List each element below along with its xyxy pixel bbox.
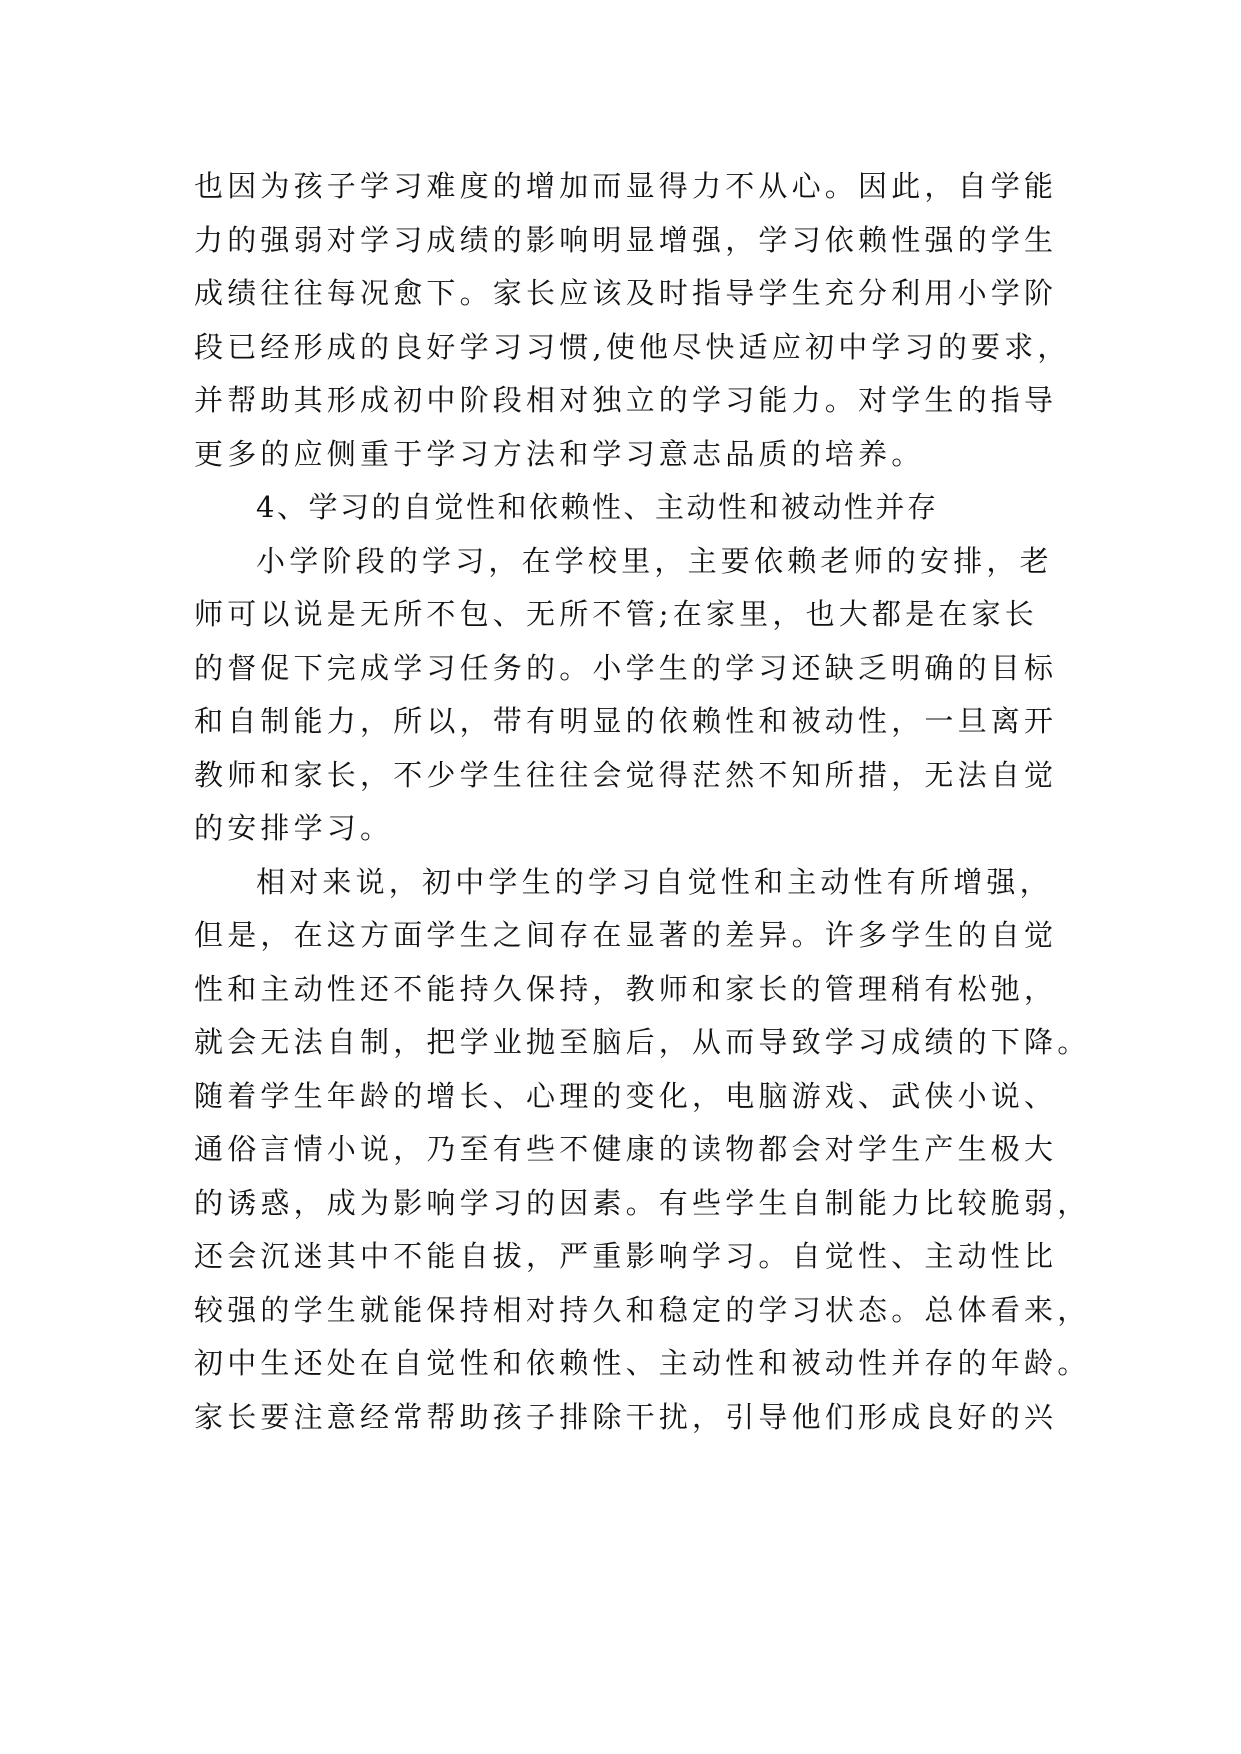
text-line: 更多的应侧重于学习方法和学习意志品质的培养。 [194, 436, 925, 471]
text-line: 性和主动性还不能持久保持，教师和家长的管理稍有松弛， [194, 971, 1058, 1006]
text-line: 随着学生年龄的增长、心理的变化，电脑游戏、武侠小说、 [194, 1078, 1058, 1113]
paragraph-3 [194, 856, 1091, 1445]
document-body [194, 160, 1091, 1444]
text-line: 的诱惑，成为影响学习的因素。有些学生自制能力比较脆弱， [194, 1185, 1091, 1220]
text-line: 还会沉迷其中不能自拔，严重影响学习。自觉性、主动性比 [194, 1239, 1058, 1273]
text-line: 教师和家长，不少学生往往会觉得茫然不知所措，无法自觉 [194, 757, 1058, 792]
text-line: 并帮助其形成初中阶段相对独立的学习能力。对学生的指导 [194, 383, 1058, 417]
text-line: 师可以说是无所不包、无所不管;在家里，也大都是在家长 [194, 597, 1038, 631]
text-line: 相对来说，初中学生的学习自觉性和主动性有所增强， [256, 864, 1053, 899]
text-line: 的督促下完成学习任务的。小学生的学习还缺乏明确的目标 [194, 650, 1058, 685]
text-line: 段已经形成的良好学习习惯,使他尽快适应初中学习的要求， [194, 329, 1071, 364]
paragraph-2 [194, 535, 1058, 856]
text-line: 初中生还处在自觉性和依赖性、主动性和被动性并存的年龄。 [194, 1346, 1091, 1380]
text-line: 就会无法自制，把学业抛至脑后，从而导致学习成绩的下降。 [194, 1025, 1091, 1059]
text-line: 也因为孩子学习难度的增加而显得力不从心。因此，自学能 [194, 169, 1058, 203]
text-line: 力的强弱对学习成绩的影响明显增强，学习依赖性强的学生 [194, 222, 1058, 257]
section-heading: 4、学习的自觉性和依赖性、主动性和被动性并存 [256, 490, 939, 524]
text-line: 的安排学习。 [194, 811, 394, 845]
text-line: 通俗言情小说，乃至有些不健康的读物都会对学生产生极大 [194, 1132, 1058, 1166]
text-line: 家长要注意经常帮助孩子排除干扰，引导他们形成良好的兴 [194, 1399, 1058, 1434]
text-line: 和自制能力，所以，带有明显的依赖性和被动性，一旦离开 [194, 704, 1058, 738]
paragraph-1 [194, 160, 1071, 481]
text-line: 小学阶段的学习，在学校里，主要依赖老师的安排，老 [256, 543, 1053, 578]
text-line: 但是，在这方面学生之间存在显著的差异。许多学生的自觉 [194, 918, 1058, 952]
text-line: 较强的学生就能保持相对持久和稳定的学习状态。总体看来， [194, 1292, 1091, 1327]
text-line: 成绩往往每况愈下。家长应该及时指导学生充分利用小学阶 [194, 276, 1058, 310]
